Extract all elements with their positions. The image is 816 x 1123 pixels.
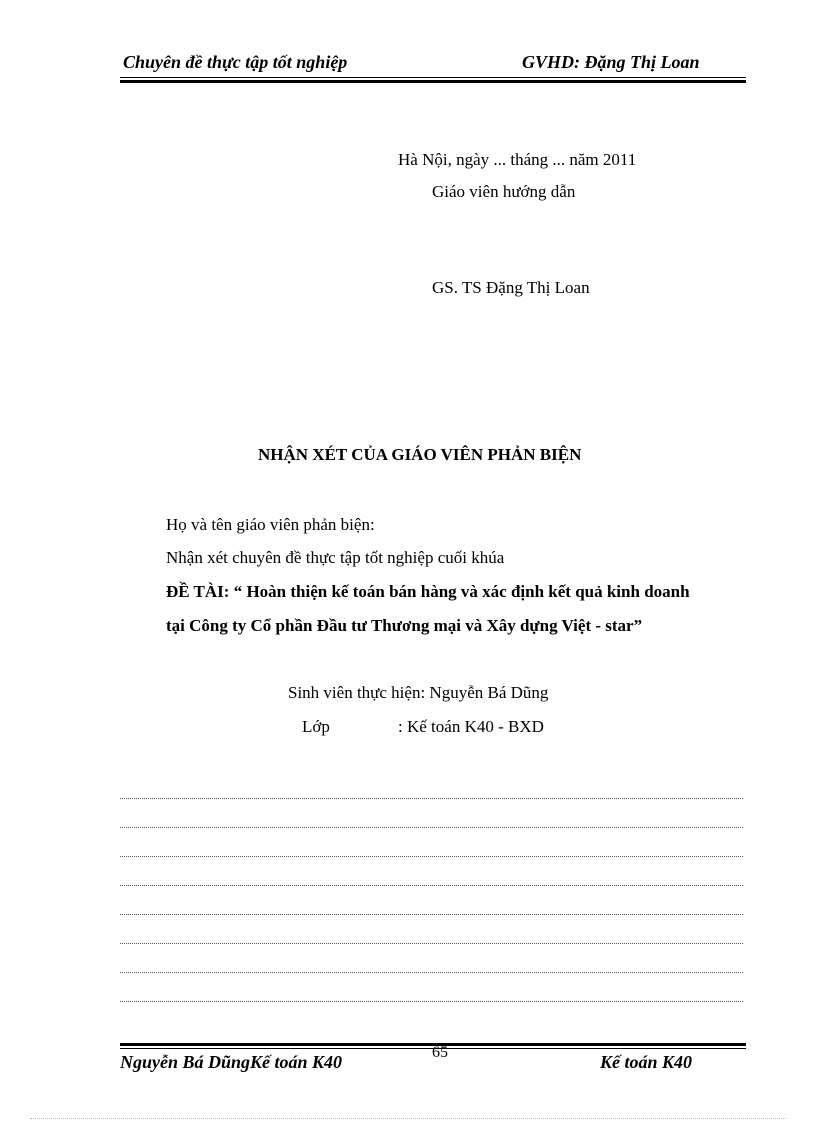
- comment-line: [120, 825, 743, 828]
- header-left: Chuyên đề thực tập tốt nghiệp: [123, 52, 348, 72]
- class-value: : Kế toán K40 - BXD: [398, 717, 544, 736]
- supervisor-role: Giáo viên hướng dẫn: [432, 182, 576, 201]
- topic-line-1: ĐỀ TÀI: “ Hoàn thiện kế toán bán hàng và xác định kết quả kinh doanh: [166, 582, 690, 601]
- comment-line: [120, 999, 743, 1002]
- comment-intro: Nhận xét chuyên đề thực tập tốt nghiệp cuối khúa: [166, 548, 505, 567]
- review-title: NHẬN XÉT CỦA GIÁO VIÊN PHẢN BIỆN: [258, 445, 582, 464]
- page-number: 65: [432, 1044, 448, 1061]
- comment-line: [120, 970, 743, 973]
- footer-right: Kế toán K40: [600, 1052, 693, 1072]
- comment-line: [120, 796, 743, 799]
- footer-left: Nguyễn Bá DũngKế toán K40: [120, 1052, 343, 1072]
- comment-line: [120, 941, 743, 944]
- comment-line: [120, 883, 743, 886]
- date-line: Hà Nội, ngày ... tháng ... năm 2011: [398, 150, 637, 169]
- page-edge: [30, 1118, 786, 1119]
- comment-line: [120, 912, 743, 915]
- header-rule-thin: [120, 77, 746, 78]
- student-label: Sinh viên thực hiện: Nguyễn Bá Dũng: [288, 683, 549, 702]
- topic-line-2: tại Công ty Cổ phần Đầu tư Thương mại và Xây dựng Việt - star”: [166, 616, 643, 635]
- header-right: GVHD: Đặng Thị Loan: [522, 52, 700, 72]
- supervisor-name: GS. TS Đặng Thị Loan: [432, 278, 590, 297]
- reviewer-label: Họ và tên giáo viên phản biện:: [166, 515, 375, 534]
- header-rule-thick: [120, 80, 746, 83]
- comment-line: [120, 854, 743, 857]
- class-label: Lớp: [302, 717, 330, 736]
